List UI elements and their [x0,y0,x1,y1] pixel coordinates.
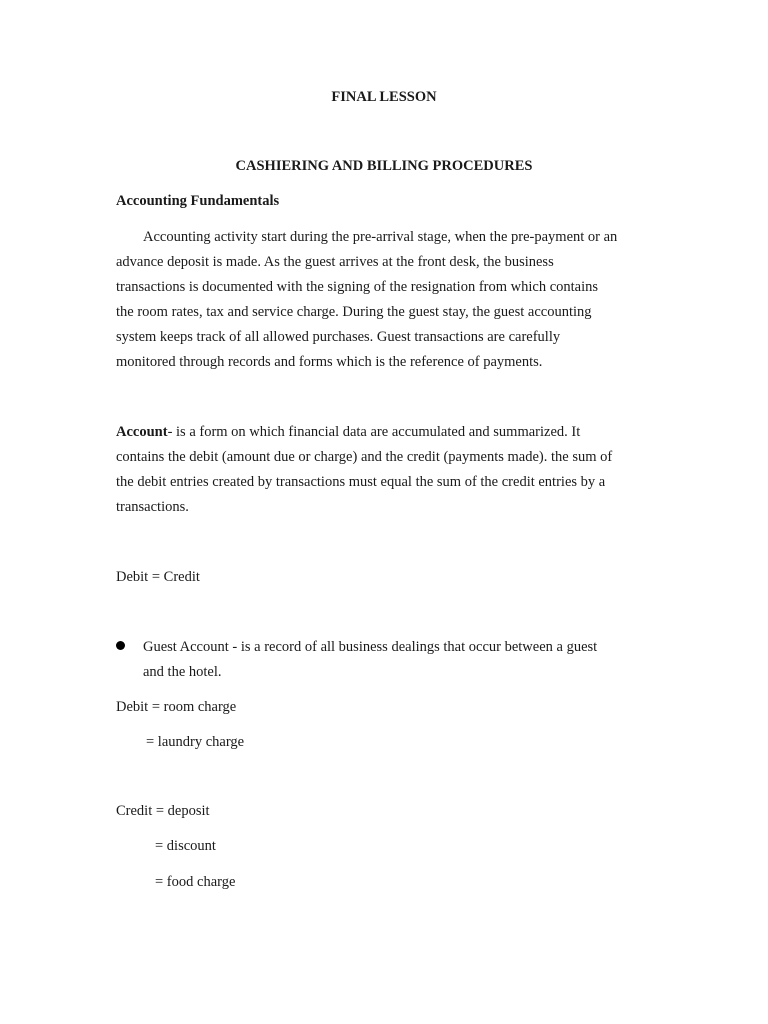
section-heading: Accounting Fundamentals [116,193,280,209]
account-definition-first-line [116,425,580,440]
bullet-text-line: Guest Account - is a record of all business dealings that occur between a guest [143,639,598,655]
credit-entry: Credit = deposit [116,803,210,819]
page-title: FINAL LESSON [331,89,437,105]
paragraph-line: transactions. [116,499,189,515]
account-definition-text: - is a form on which financial data are accumulated and summarized. It [167,424,581,440]
debit-entry: Debit = room charge [116,699,237,715]
bullet-text-line: and the hotel. [143,664,222,680]
equation-line: Debit = Credit [116,569,200,585]
paragraph-line: the debit entries created by transactions must equal the sum of the credit entries by a [116,474,606,490]
debit-entry: = laundry charge [146,734,245,750]
document-subtitle: CASHIERING AND BILLING PROCEDURES [235,158,533,174]
credit-entry: = discount [155,838,216,854]
account-term: Account [116,424,168,440]
paragraph-line: monitored through records and forms which is the reference of payments. [116,354,543,370]
bullet-icon [116,641,125,650]
paragraph-line: contains the debit (amount due or charge) and the credit (payments made). the sum of [116,449,613,465]
paragraph-line: advance deposit is made. As the guest arrives at the front desk, the business [116,254,554,270]
paragraph-line: transactions is documented with the signing of the resignation from which contains [116,279,599,295]
paragraph-line: system keeps track of all allowed purchases. Guest transactions are carefully [116,329,561,345]
paragraph-line: Accounting activity start during the pre-arrival stage, when the pre-payment or an [143,229,618,245]
paragraph-line: the room rates, tax and service charge. During the guest stay, the guest accounting [116,304,592,320]
credit-entry: = food charge [155,874,236,890]
